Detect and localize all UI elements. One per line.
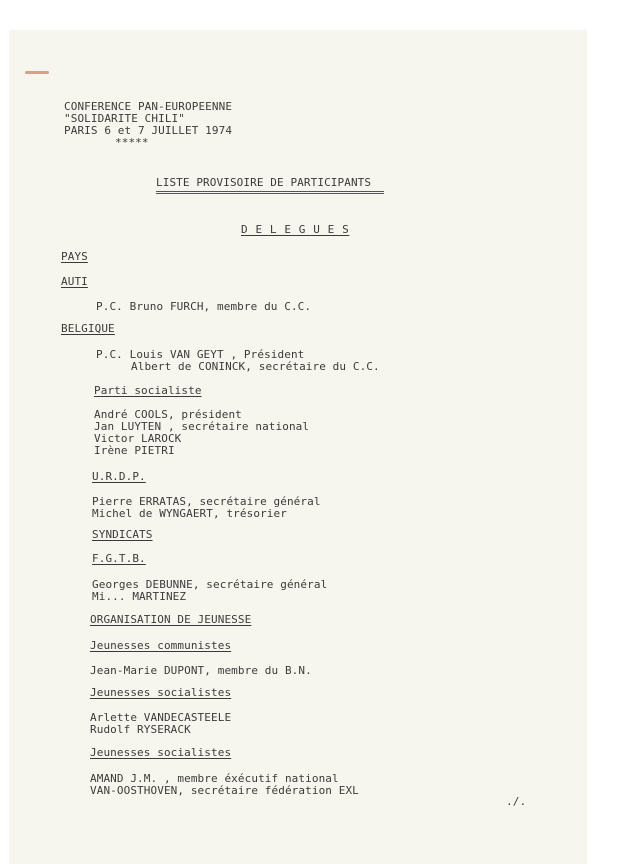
ps-heading: Parti socialiste — [94, 384, 202, 397]
js1-entry: Rudolf RYSERACK — [90, 723, 191, 736]
header-stars: ***** — [115, 136, 149, 149]
list-title: LISTE PROVISOIRE DE PARTICIPANTS — [156, 176, 372, 189]
header-line-2: "SOLIDARITE CHILI" — [64, 112, 186, 125]
jc-heading: Jeunesses communistes — [90, 639, 232, 652]
fgtb-entry: Mi... MARTINEZ — [92, 590, 187, 603]
section-heading: D E L E G U E S — [241, 223, 350, 236]
ps-entry: André COOLS, président — [94, 408, 242, 421]
js1-entry: Arlette VANDECASTEELE — [90, 711, 232, 724]
syndicats-heading: SYNDICATS — [92, 528, 153, 541]
js2-heading: Jeunesses socialistes — [90, 746, 232, 759]
autriche-entry: P.C. Bruno FURCH, membre du C.C. — [96, 300, 312, 313]
country-belgique: BELGIQUE — [61, 322, 115, 335]
stain-mark — [25, 71, 49, 74]
title-double-underline — [156, 191, 384, 194]
fgtb-entry: Georges DEBUNNE, secrétaire général — [92, 578, 328, 591]
pays-label: PAYS — [61, 250, 88, 263]
ps-entry: Victor LAROCK — [94, 432, 182, 445]
ps-entry: Irène PIETRI — [94, 444, 175, 457]
header-line-3: PARIS 6 et 7 JUILLET 1974 — [64, 124, 233, 137]
jc-entry: Jean-Marie DUPONT, membre du B.N. — [90, 664, 312, 677]
belgique-pc-line-2: Albert de CONINCK, secrétaire du C.C. — [131, 360, 380, 373]
js2-entry: VAN-OOSTHOVEN, secrétaire fédération EXL — [90, 784, 359, 797]
belgique-pc-line-1: P.C. Louis VAN GEYT , Président — [96, 348, 305, 361]
ps-entry: Jan LUYTEN , secrétaire national — [94, 420, 310, 433]
js1-heading: Jeunesses socialistes — [90, 686, 232, 699]
js2-entry: AMAND J.M. , membre éxécutif national — [90, 772, 339, 785]
continued-mark: ./. — [506, 795, 527, 808]
urdp-entry: Michel de WYNGAERT, trésorier — [92, 507, 287, 520]
urdp-heading: U.R.D.P. — [92, 470, 146, 483]
org-jeunesse-heading: ORGANISATION DE JEUNESSE — [90, 613, 252, 626]
fgtb-heading: F.G.T.B. — [92, 552, 146, 565]
header-line-1: CONFERENCE PAN-EUROPEENNE — [64, 100, 233, 113]
urdp-entry: Pierre ERRATAS, secrétaire général — [92, 495, 321, 508]
country-autriche: AUTI — [61, 275, 88, 288]
